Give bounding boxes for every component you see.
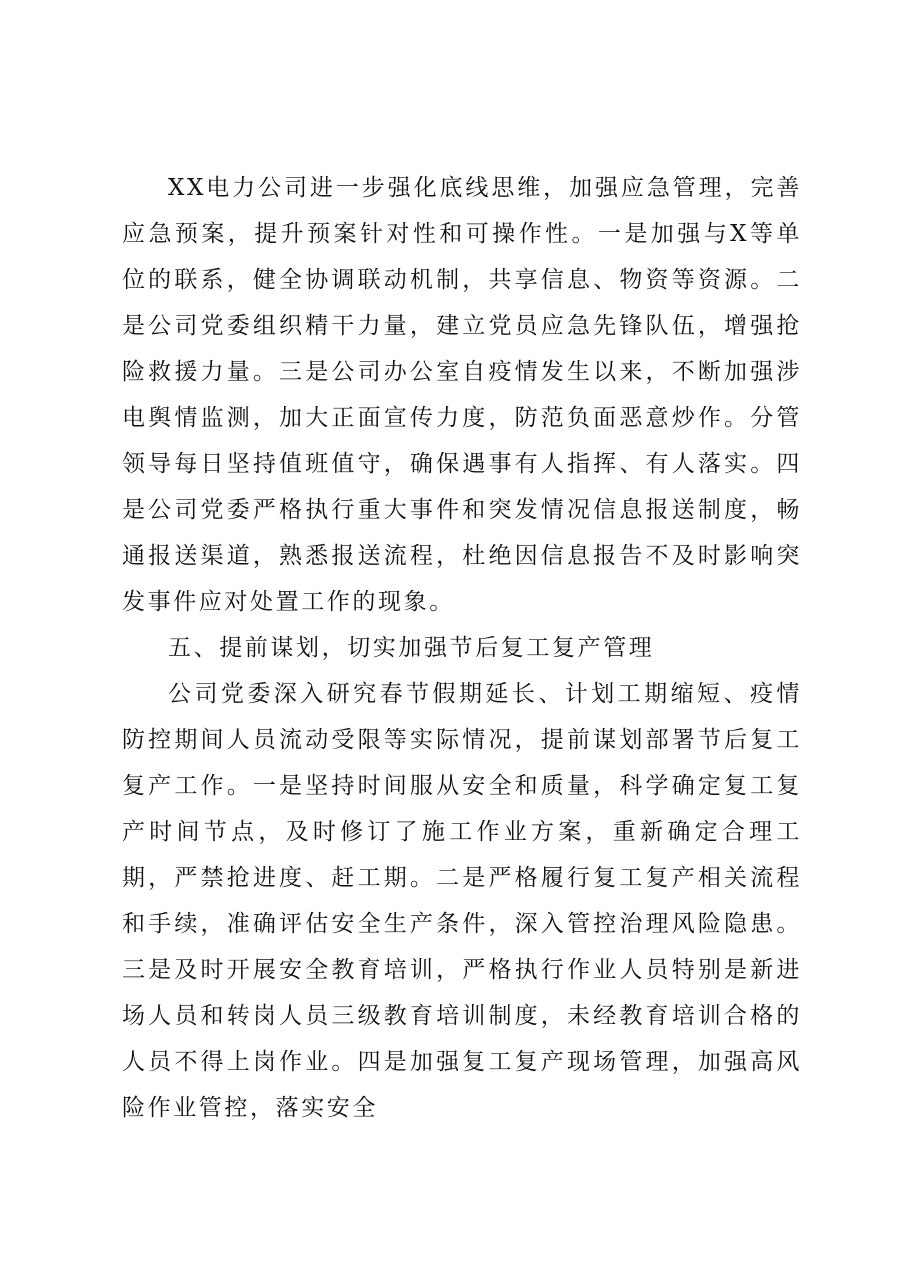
paragraph-resumption-management: 公司党委深入研究春节假期延长、计划工期缩短、疫情防控期间人员流动受限等实际情况，提前谋划部署节后复工复产工作。一是坚持时间服从安全和质量，科学确定复工复产时间节点，及时修订了施工作业方案，重新确定合理工期，严禁抢进度、赶工期。二是严格履行复工复产相关流程和手续，准确评估安全生产条件，深入管控治理风险隐患。三是及时开展安全教育培训，严格执行作业人员特别是新进场人员和转岗人员三级教育培训制度，未经教育培训合格的人员不得上岗作业。四是加强复工复产现场管理，加强高风险作业管控，落实安全 [122,681,802,1121]
paragraph-emergency-management: XX电力公司进一步强化底线思维，加强应急管理，完善应急预案，提升预案针对性和可操作性。一是加强与X等单位的联系，健全协调联动机制，共享信息、物资等资源。二是公司党委组织精干力量，建立党员应急先锋队伍，增强抢险救援力量。三是公司办公室自疫情发生以来，不断加强涉电舆情监测，加大正面宣传力度，防范负面恶意炒作。分管领导每日坚持值班值守，确保遇事有人指挥、有人落实。四是公司党委严格执行重大事件和突发情况信息报送制度，畅通报送渠道，熟悉报送流程，杜绝因信息报告不及时影响突发事件应对处置工作的现象。 [122,175,802,615]
document-body [122,165,802,1131]
section-heading-resumption: 五、提前谋划，切实加强节后复工复产管理 [168,635,655,661]
